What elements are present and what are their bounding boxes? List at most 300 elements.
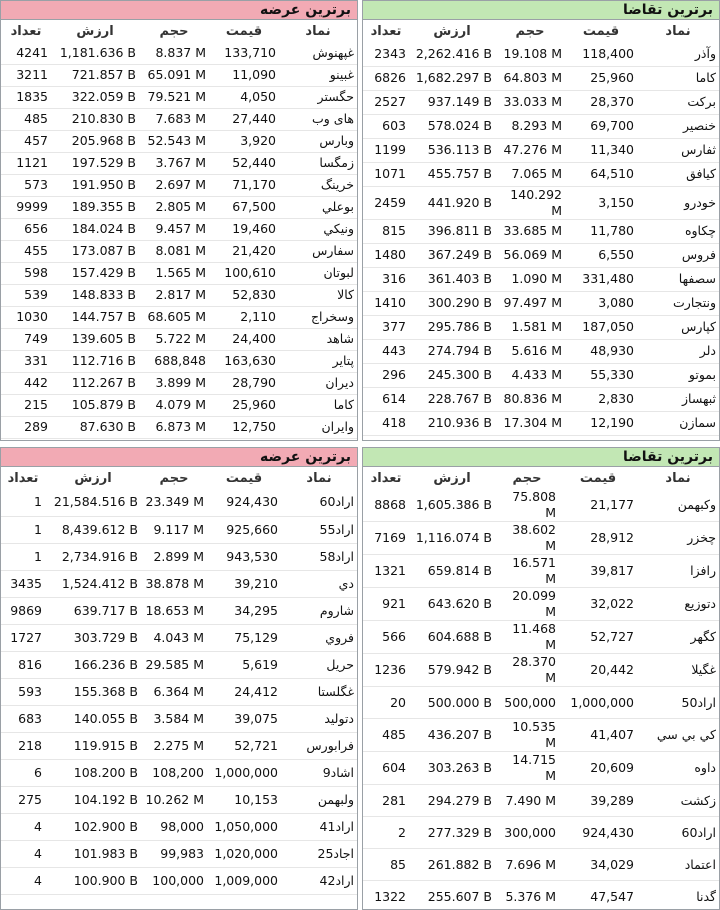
column-header-value[interactable]: ارزش [433,470,471,486]
cell-count: 4241 [16,44,48,60]
table-row[interactable] [363,66,719,90]
cell-symbol[interactable]: خنصير [682,118,716,133]
cell-volume: 11.468 M [512,621,556,652]
cell-price: 24,412 [234,683,278,699]
cell-count: 331 [24,353,48,368]
cell-value: 108.200 B [73,764,138,780]
cell-symbol[interactable]: كپارس [681,319,716,334]
cell-count: 455 [24,243,48,258]
table-row[interactable] [363,654,719,687]
cell-volume: 7.696 M [505,856,556,872]
cell-value: 436.207 B [427,727,492,742]
cell-symbol[interactable]: اراد55 [319,521,354,537]
top-demand-table-1 [363,20,719,436]
table-row[interactable] [1,867,357,894]
cell-symbol[interactable]: دي [338,575,354,591]
cell-count: 573 [24,177,48,192]
cell-symbol[interactable]: چخزر [687,530,716,545]
cell-price: 6,550 [598,247,634,262]
table-row[interactable] [1,813,357,840]
table-row[interactable] [363,687,719,719]
column-header-price[interactable]: قیمت [582,23,620,39]
cell-price: 331,480 [582,271,634,286]
cell-count: 1480 [374,247,406,262]
cell-price: 21,177 [590,497,634,512]
cell-symbol[interactable]: بموتو [688,367,716,382]
cell-count: 443 [382,343,406,358]
cell-symbol[interactable]: حريل [326,656,354,672]
column-header-price[interactable]: قیمت [225,23,263,39]
cell-value: 455.757 B [427,166,492,181]
cell-value: 578.024 B [427,118,492,133]
cell-price: 75,129 [234,629,278,645]
cell-count: 1835 [16,89,48,104]
table-row[interactable] [1,350,357,372]
cell-count: 457 [24,133,48,148]
table-row[interactable] [363,817,719,849]
cell-symbol[interactable]: گدنا [696,888,716,904]
cell-volume: 108,200 [152,764,204,780]
cell-volume: 688,848 [154,353,206,368]
cell-count: 1071 [374,166,406,181]
cell-count: 85 [390,856,406,872]
table-row[interactable] [1,218,357,240]
cell-price: 3,920 [240,133,276,148]
cell-count: 7169 [374,530,406,545]
table-row[interactable] [1,678,357,705]
cell-count: 3211 [16,67,48,82]
cell-symbol[interactable]: كي بي سي [656,727,716,742]
cell-price: 118,400 [582,45,634,61]
cell-symbol[interactable]: كالا [337,287,354,302]
table-row[interactable] [363,114,719,138]
cell-value: 148.833 B [71,287,136,302]
cell-volume: 2.899 M [153,548,204,564]
cell-value: 112.267 B [71,375,136,390]
table-row[interactable] [1,108,357,130]
cell-value: 1,605.386 B [415,497,492,512]
cell-volume: 3.767 M [155,155,206,170]
cell-symbol[interactable]: اراد58 [319,548,354,564]
cell-count: 316 [382,271,406,286]
column-header-volume[interactable]: حجم [159,23,189,39]
cell-symbol[interactable]: كاما [695,70,716,85]
cell-symbol[interactable]: غپهنوش [312,44,354,60]
cell-price: 3,150 [598,194,634,210]
cell-price: 925,660 [226,521,278,537]
cell-volume: 75.808 M [512,489,556,520]
cell-price: 39,817 [590,563,634,578]
cell-symbol[interactable]: رافزا [690,563,716,578]
cell-volume: 4.043 M [153,629,204,645]
cell-volume: 68.605 M [147,309,206,324]
cell-symbol[interactable]: فروس [681,247,716,262]
cell-volume: 6.364 M [153,683,204,699]
cell-symbol[interactable]: بوعلي [322,199,354,214]
cell-symbol[interactable]: داوه [694,760,716,775]
column-header-value[interactable]: ارزش [433,23,471,39]
cell-symbol[interactable]: كگهر [690,629,716,644]
cell-value: 119.915 B [73,737,138,753]
cell-symbol[interactable]: فروي [325,629,354,645]
cell-symbol[interactable]: سفارس [312,243,354,258]
cell-count: 566 [382,629,406,644]
table-row[interactable] [1,262,357,284]
cell-symbol[interactable]: سصفها [678,271,716,286]
cell-symbol[interactable]: ونيكي [323,221,354,236]
cell-price: 11,780 [590,223,634,238]
cell-symbol[interactable]: بركت [687,94,716,109]
column-header-price[interactable]: قیمت [225,470,263,486]
table-row[interactable] [1,64,357,86]
cell-price: 39,075 [234,710,278,726]
cell-volume: 7.490 M [505,792,556,808]
table-row[interactable] [363,387,719,411]
cell-price: 64,510 [590,166,634,181]
table-row[interactable] [1,570,357,597]
cell-count: 418 [382,415,406,430]
cell-value: 166.236 B [73,656,138,672]
table-row[interactable] [363,719,719,752]
cell-price: 20,442 [590,662,634,677]
table-row[interactable] [363,849,719,881]
cell-symbol[interactable]: دتوزيع [684,596,716,611]
cell-symbol[interactable]: ونتجارت [673,295,716,310]
cell-value: 303.263 B [427,760,492,775]
cell-value: 1,682.297 B [415,70,492,85]
table-row[interactable] [1,597,357,624]
table-row[interactable] [1,130,357,152]
cell-symbol[interactable]: چكاوه [684,223,716,238]
cell-value: 639.717 B [73,602,138,618]
table-row[interactable] [363,752,719,785]
cell-symbol[interactable]: ديران [325,375,354,390]
table-row[interactable] [1,732,357,759]
cell-symbol[interactable]: اعتماد [684,856,716,872]
table-row[interactable] [363,90,719,114]
cell-count: 485 [382,727,406,742]
column-header-symbol[interactable]: نماد [306,470,332,486]
table-row[interactable] [1,328,357,350]
table-row[interactable] [1,516,357,543]
cell-value: 1,524.412 B [61,575,138,591]
cell-price: 1,020,000 [214,845,278,861]
cell-symbol[interactable]: ولبهمن [317,791,354,807]
cell-value: 139.605 B [71,331,136,346]
cell-symbol[interactable]: اجاد25 [317,845,354,861]
column-header-volume[interactable]: حجم [515,23,545,39]
cell-value: 87.630 B [79,419,136,434]
cell-volume: 65.091 M [147,67,206,82]
table-row[interactable] [363,411,719,435]
table-row[interactable] [363,621,719,654]
table-row[interactable] [1,840,357,867]
cell-price: 1,050,000 [214,818,278,834]
top-demand-panel-2 [362,447,720,910]
table-row[interactable] [363,219,719,243]
cell-symbol[interactable]: زكشت [680,792,716,808]
cell-symbol[interactable]: های وب [312,111,354,126]
cell-symbol[interactable]: اراد60 [681,824,716,840]
cell-value: 155.368 B [73,683,138,699]
cell-count: 289 [24,419,48,434]
cell-count: 442 [24,375,48,390]
cell-count: 1322 [374,888,406,904]
cell-symbol[interactable]: اراد41 [319,818,354,834]
cell-count: 1 [34,494,42,510]
cell-volume: 29.585 M [145,656,204,672]
table-row[interactable] [1,196,357,218]
cell-symbol[interactable]: دلر [699,343,716,358]
cell-symbol[interactable]: اشاد9 [322,764,354,780]
cell-price: 2,110 [240,309,276,324]
cell-volume: 140.292 M [510,186,562,218]
cell-symbol[interactable]: شاهد [326,331,354,346]
cell-count: 4 [34,818,42,834]
cell-price: 163,630 [224,353,276,368]
cell-symbol[interactable]: اراد50 [681,694,716,710]
cell-count: 2343 [374,45,406,61]
cell-price: 1,009,000 [214,872,278,888]
cell-price: 69,700 [590,118,634,133]
cell-price: 48,930 [590,343,634,358]
cell-volume: 38.602 M [512,522,556,553]
cell-symbol[interactable]: وكبهمن [677,497,716,512]
table-row[interactable] [363,291,719,315]
table-row[interactable] [363,881,719,910]
cell-value: 277.329 B [427,824,492,840]
cell-price: 21,420 [232,243,276,258]
cell-price: 1,000,000 [570,694,634,710]
cell-volume: 38.878 M [145,575,204,591]
cell-symbol[interactable]: زمگسا [319,155,354,170]
cell-symbol[interactable]: غبينو [329,67,354,82]
cell-value: 721.857 B [71,67,136,82]
table-row[interactable] [1,86,357,108]
table-row[interactable] [363,363,719,387]
cell-value: 1,116.074 B [415,530,492,545]
table-row[interactable] [363,339,719,363]
table-row[interactable] [1,174,357,196]
cell-volume: 3.584 M [153,710,204,726]
cell-count: 281 [382,792,406,808]
table-row[interactable] [363,522,719,555]
cell-volume: 14.715 M [512,752,556,783]
cell-symbol[interactable]: لبوتان [323,265,354,280]
table-row[interactable] [1,306,357,328]
column-header-volume[interactable]: حجم [159,470,189,486]
table-row[interactable] [363,785,719,817]
table-header-row [1,467,357,489]
cell-count: 614 [382,391,406,406]
cell-volume: 2.275 M [153,737,204,753]
cell-value: 245.300 B [427,367,492,382]
cell-symbol[interactable]: وايران [321,419,354,434]
cell-price: 187,050 [582,319,634,334]
cell-volume: 5.722 M [155,331,206,346]
cell-volume: 10.262 M [145,791,204,807]
cell-count: 1 [34,548,42,564]
table-row[interactable] [363,162,719,186]
cell-symbol[interactable]: وبارس [319,133,354,148]
cell-value: 228.767 B [427,391,492,406]
column-header-symbol[interactable]: نماد [665,470,691,486]
cell-price: 55,330 [590,367,634,382]
cell-price: 27,440 [232,111,276,126]
column-header-count[interactable]: تعداد [370,23,402,39]
table-row[interactable] [1,759,357,786]
cell-value: 8,439.612 B [61,521,138,537]
cell-symbol[interactable]: شاروم [319,602,354,618]
cell-symbol[interactable]: غگيلا [691,662,716,677]
cell-count: 593 [18,683,42,699]
cell-value: 112.716 B [71,353,136,368]
cell-volume: 9.117 M [153,521,204,537]
cell-volume: 1.565 M [155,265,206,280]
cell-symbol[interactable]: وآذر [694,45,716,61]
cell-symbol[interactable]: خودرو [684,194,716,210]
cell-count: 1030 [16,309,48,324]
cell-count: 215 [24,397,48,412]
table-row[interactable] [1,651,357,678]
cell-count: 3435 [10,575,42,591]
cell-count: 1727 [10,629,42,645]
cell-value: 303.729 B [73,629,138,645]
table-row[interactable] [1,152,357,174]
cell-value: 322.059 B [71,89,136,104]
cell-symbol[interactable]: دتوليد [324,710,354,726]
table-row[interactable] [1,705,357,732]
cell-count: 218 [18,737,42,753]
cell-price: 20,609 [590,760,634,775]
cell-value: 261.882 B [427,856,492,872]
cell-count: 1199 [374,142,406,157]
table-row[interactable] [1,416,357,438]
table-header-row [363,467,719,489]
top-supply-panel-2 [0,447,358,910]
cell-volume: 4.433 M [511,367,562,382]
cell-volume: 9.457 M [155,221,206,236]
cell-value: 2,262.416 B [415,45,492,61]
cell-value: 21,584.516 B [53,494,138,510]
table-row[interactable] [363,243,719,267]
cell-price: 25,960 [590,70,634,85]
cell-price: 41,407 [590,727,634,742]
cell-volume: 7.065 M [511,166,562,181]
cell-value: 104.192 B [73,791,138,807]
column-header-value[interactable]: ارزش [74,470,112,486]
table-row[interactable] [363,588,719,621]
cell-value: 157.429 B [71,265,136,280]
cell-symbol[interactable]: اراد60 [319,494,354,510]
column-header-count[interactable]: تعداد [370,470,402,486]
cell-symbol[interactable]: پتاير [332,353,354,368]
cell-value: 579.942 B [427,662,492,677]
panel-title: برترین تقاضا [363,1,719,20]
cell-symbol[interactable]: ثبهساز [681,391,716,406]
table-row[interactable] [363,315,719,339]
cell-volume: 5.616 M [511,343,562,358]
cell-value: 300.290 B [427,295,492,310]
table-row[interactable] [1,372,357,394]
cell-volume: 2.805 M [155,199,206,214]
cell-value: 189.355 B [71,199,136,214]
table-row[interactable] [1,624,357,651]
cell-count: 539 [24,287,48,302]
column-header-count[interactable]: تعداد [7,470,39,486]
cell-symbol[interactable]: خرينگ [320,177,354,192]
cell-symbol[interactable]: حگستر [317,89,354,104]
cell-symbol[interactable]: كيافق [686,166,716,181]
cell-value: 2,734.916 B [61,548,138,564]
table-row[interactable] [1,284,357,306]
column-header-symbol[interactable]: نماد [665,23,691,39]
cell-symbol[interactable]: فرابورس [306,737,354,753]
cell-volume: 64.803 M [503,70,562,85]
cell-symbol[interactable]: سمازن [679,415,716,430]
cell-count: 598 [24,265,48,280]
table-row[interactable] [1,394,357,416]
cell-symbol[interactable]: غگلستا [317,683,354,699]
table-row[interactable] [1,543,357,570]
table-row[interactable] [1,240,357,262]
table-row[interactable] [363,489,719,522]
table-row[interactable] [1,786,357,813]
cell-value: 643.620 B [427,596,492,611]
cell-value: 105.879 B [71,397,136,412]
cell-value: 184.024 B [71,221,136,236]
column-header-volume[interactable]: حجم [512,470,542,486]
cell-value: 100.900 B [73,872,138,888]
cell-price: 12,750 [232,419,276,434]
cell-symbol[interactable]: وسخراج [310,309,354,324]
cell-symbol[interactable]: ثفارس [681,142,716,157]
cell-count: 296 [382,367,406,382]
column-header-price[interactable]: قیمت [579,470,617,486]
table-row[interactable] [1,489,357,516]
table-row[interactable] [1,42,357,64]
cell-volume: 500,000 [504,694,556,710]
cell-symbol[interactable]: كاما [333,397,354,412]
cell-count: 4 [34,845,42,861]
cell-count: 656 [24,221,48,236]
cell-price: 25,960 [232,397,276,412]
column-header-value[interactable]: ارزش [76,23,114,39]
cell-volume: 18.653 M [145,602,204,618]
column-header-count[interactable]: تعداد [10,23,42,39]
cell-symbol[interactable]: اراد42 [319,872,354,888]
cell-volume: 19.108 M [503,45,562,61]
cell-price: 11,340 [590,142,634,157]
table-row[interactable] [363,267,719,291]
table-row[interactable] [363,555,719,588]
cell-volume: 80.836 M [503,391,562,406]
cell-volume: 10.535 M [512,719,556,750]
cell-price: 32,022 [590,596,634,611]
cell-value: 937.149 B [427,94,492,109]
cell-value: 441.920 B [427,194,492,210]
table-row[interactable] [363,138,719,162]
column-header-symbol[interactable]: نماد [305,23,331,39]
cell-value: 102.900 B [73,818,138,834]
cell-volume: 28.370 M [512,654,556,685]
cell-value: 361.403 B [427,271,492,286]
cell-value: 1,181.636 B [59,44,136,60]
cell-count: 1121 [16,155,48,170]
cell-price: 943,530 [226,548,278,564]
table-row[interactable] [363,186,719,219]
table-row[interactable] [363,42,719,66]
